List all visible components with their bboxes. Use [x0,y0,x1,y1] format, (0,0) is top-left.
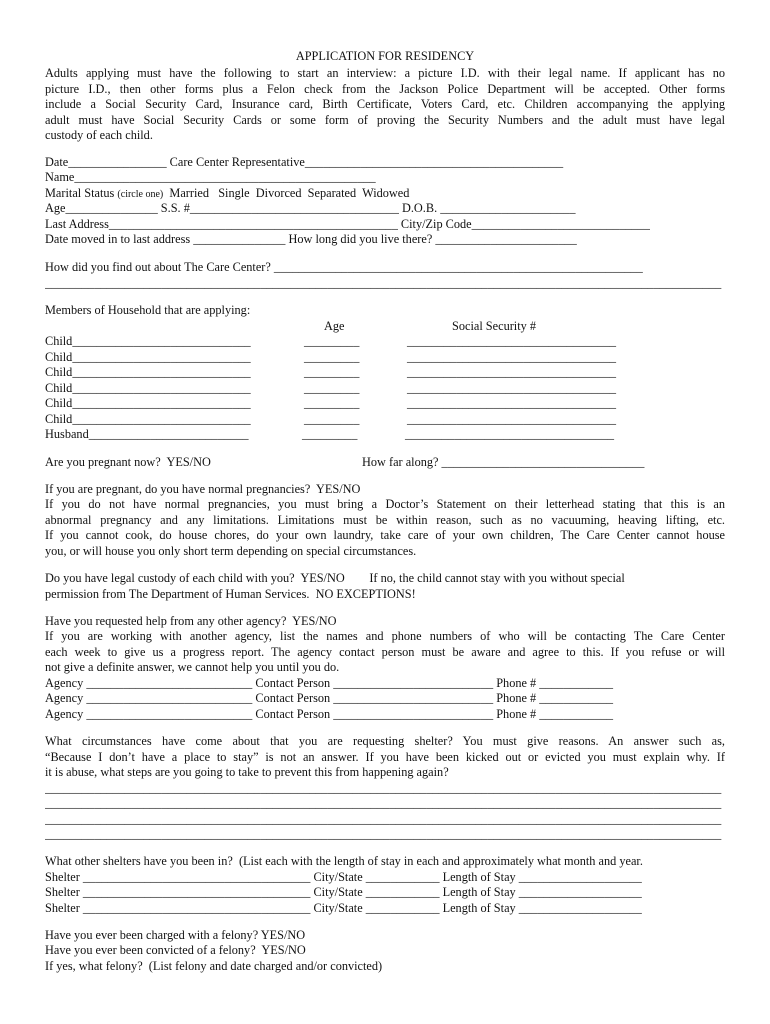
marital-options[interactable]: Married Single Divorced Separated Widowed [163,186,410,200]
household-ss-field[interactable]: __________________________________ [407,412,617,426]
agency-line: If you are working with another agency, list the names and phone numbers of who will be contacting The Care Center [45,629,725,643]
household-member-field[interactable]: Child_____________________________ [45,381,251,395]
household-ss-field[interactable]: __________________________________ [407,350,617,364]
custody-question[interactable]: Do you have legal custody of each child with you? YES/NO If no, the child cannot stay with you without special [45,571,625,585]
household-ss-header: Social Security # [452,319,537,333]
household-age-field[interactable]: _________ [304,334,360,348]
pregnancy-line: If you cannot cook, do house chores, do your own laundry, take care of your own children, The Care Center cannot house [45,528,725,542]
marital-label: Marital Status [45,186,118,200]
agency-question[interactable]: Have you requested help from any other agency? YES/NO [45,614,337,628]
felony-details-prompt: If yes, what felony? (List felony and date charged and/or convicted) [45,959,383,973]
how-far-along-field[interactable]: How far along? _________________________________ [362,455,645,469]
agency-row[interactable]: Agency ___________________________ Contact Person __________________________ Phone # ____________ [45,691,614,705]
household-heading: Members of Household that are applying: [45,303,251,317]
circumstances-answer-line[interactable]: ______________________________________________________________________________________________________________ [45,812,722,826]
custody-note: permission from The Department of Human Services. NO EXCEPTIONS! [45,587,416,601]
felony-charged-question[interactable]: Have you ever been charged with a felony? YES/NO [45,928,306,942]
age-ss-dob-field[interactable]: Age_______________ S.S. #__________________________________ D.O.B. ______________________ [45,201,576,215]
household-age-field[interactable]: _________ [304,350,360,364]
agency-line: not give a definite answer, we cannot help you until you do. [45,660,340,674]
shelter-row[interactable]: Shelter _____________________________________ City/State ____________ Length of Stay ____________________ [45,870,642,884]
shelter-row[interactable]: Shelter _____________________________________ City/State ____________ Length of Stay ____________________ [45,885,642,899]
household-ss-field[interactable]: __________________________________ [407,334,617,348]
agency-row[interactable]: Agency ___________________________ Contact Person __________________________ Phone # ____________ [45,707,614,721]
normal-pregnancy-question[interactable]: If you are pregnant, do you have normal pregnancies? YES/NO [45,482,361,496]
household-member-field[interactable]: Child_____________________________ [45,334,251,348]
household-age-field[interactable]: _________ [304,412,360,426]
intro-line: picture I.D., then other forms plus a Felon check from the Jackson Police Department will be accepted. Other forms [45,82,725,96]
household-age-field[interactable]: _________ [304,365,360,379]
circumstances-answer-line[interactable]: ______________________________________________________________________________________________________________ [45,781,722,795]
marital-status-field[interactable] [45,186,409,202]
household-member-field[interactable]: Child_____________________________ [45,396,251,410]
last-address-field[interactable]: Last Address_______________________________________________ City/Zip Code_____________________________ [45,217,650,231]
agency-row[interactable]: Agency ___________________________ Contact Person __________________________ Phone # ____________ [45,676,614,690]
find-out-continuation[interactable]: ______________________________________________________________________________________________________________ [45,276,722,290]
household-age-field[interactable]: _________ [304,396,360,410]
pregnancy-line: abnormal pregnancy and any limitations. Limitations must be within reason, such as no vacuuming, heaving lifting, etc. [45,513,725,527]
page-title: APPLICATION FOR RESIDENCY [295,49,475,63]
intro-line: adult must have Social Security Cards or some form of proving the Security Numbers and the adult must have legal [45,113,725,127]
pregnancy-line: If you do not have normal pregnancies, you must bring a Doctor’s Statement on their letterhead stating that this is an [45,497,725,511]
intro-line: include a Social Security Card, Insurance card, Birth Certificate, Voters Card, etc. Children accompanying the applying [45,97,725,111]
circumstances-answer-line[interactable]: ______________________________________________________________________________________________________________ [45,796,722,810]
find-out-field[interactable]: How did you find out about The Care Center? ____________________________________________________________ [45,260,643,274]
felony-convicted-question[interactable]: Have you ever been convicted of a felony? YES/NO [45,943,306,957]
intro-line: custody of each child. [45,128,153,142]
intro-line: Adults applying must have the following to start an interview: a picture I.D. with their legal name. If applicant has no [45,66,725,80]
date-field[interactable]: Date________________ Care Center Representative__________________________________________ [45,155,564,169]
date-moved-field[interactable]: Date moved in to last address _______________ How long did you live there? _______________________ [45,232,577,246]
pregnant-question[interactable]: Are you pregnant now? YES/NO [45,455,211,469]
marital-hint: (circle one) [117,189,164,200]
circumstances-answer-line[interactable]: ______________________________________________________________________________________________________________ [45,827,722,841]
household-ss-field[interactable]: __________________________________ [407,396,617,410]
household-ss-field[interactable]: __________________________________ [407,365,617,379]
pregnancy-line: you, or will house you only short term depending on special circumstances. [45,544,417,558]
household-age-field[interactable]: _________ [304,381,360,395]
household-age-header: Age [324,319,345,333]
household-ss-field[interactable]: __________________________________ [407,381,617,395]
shelters-question: What other shelters have you been in? (List each with the length of stay in each and approximately what month and year. [45,854,643,868]
circumstances-line: What circumstances have come about that you are requesting shelter? You must give reasons. An answer such as, [45,734,725,748]
household-age-field[interactable]: _________ [302,427,358,441]
circumstances-line: it is abuse, what steps are you going to take to prevent this from happening again? [45,765,449,779]
name-field[interactable]: Name_________________________________________________ [45,170,376,184]
shelter-row[interactable]: Shelter _____________________________________ City/State ____________ Length of Stay ____________________ [45,901,642,915]
household-ss-field[interactable]: __________________________________ [405,427,615,441]
household-member-field[interactable]: Child_____________________________ [45,365,251,379]
household-member-field[interactable]: Child_____________________________ [45,350,251,364]
household-member-field[interactable]: Husband__________________________ [45,427,249,441]
agency-line: each week to give us a progress report. The agency contact person must be aware and agree to this. If you refuse or will [45,645,725,659]
circumstances-line: “Because I don’t have a place to stay” is not an answer. If you have been kicked out or evicted you must explain why. If [45,750,725,764]
household-member-field[interactable]: Child_____________________________ [45,412,251,426]
